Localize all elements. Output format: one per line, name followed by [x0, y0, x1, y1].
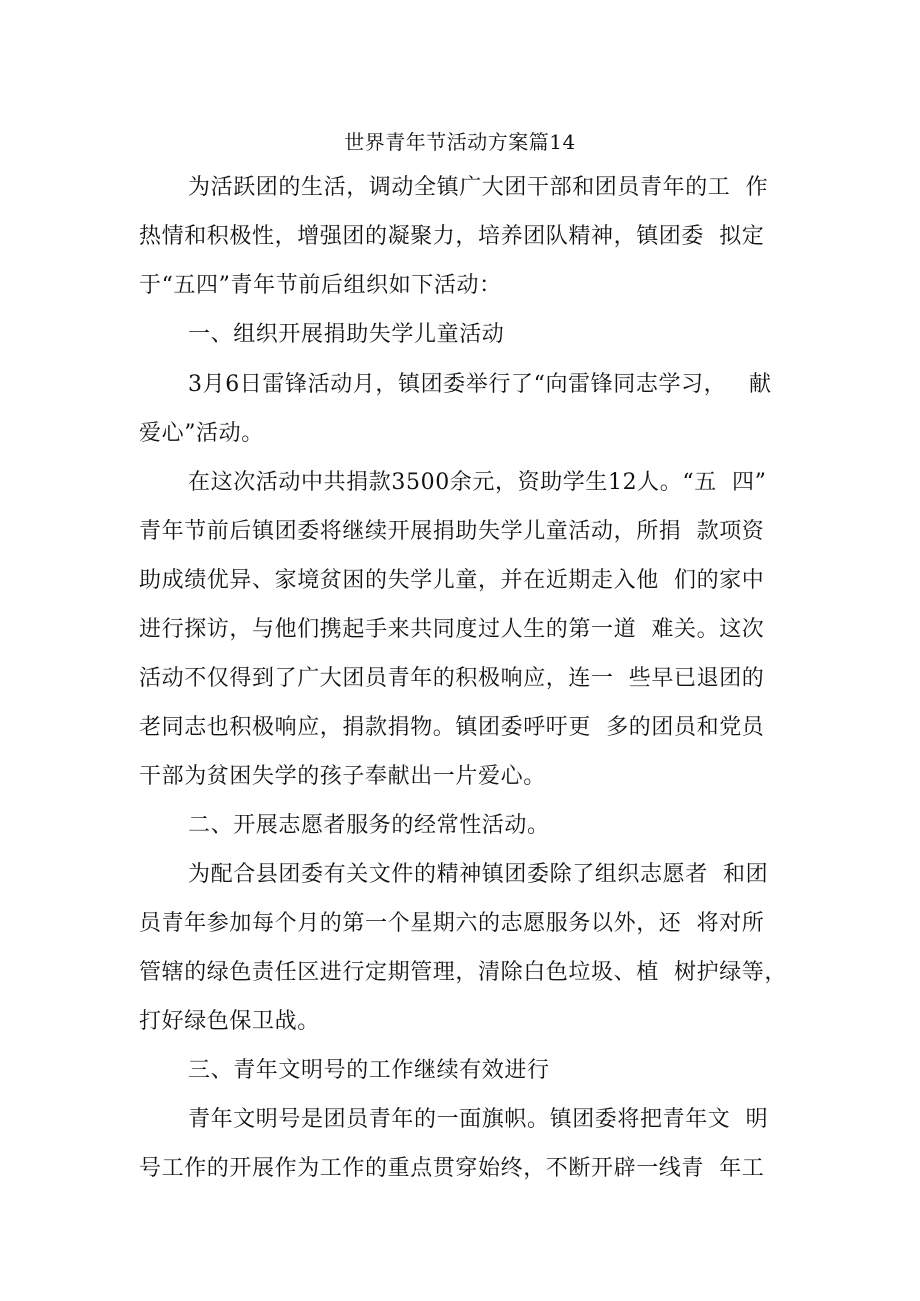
paragraph-line: 为活跃团的生活，调动全镇广大团干部和团员青年的工 作: [188, 175, 769, 200]
paragraph-line: 进行探访，与他们携起手来共同度过人生的第一道 难关。这次: [139, 617, 765, 642]
paragraph-line: 号工作的开展作为工作的重点贯穿始终，不断开辟一线青 年工: [139, 1156, 765, 1181]
section-heading: 二、开展志愿者服务的经常性活动。: [188, 813, 550, 838]
paragraph-line: 助成绩优异、家境贫困的失学儿童，并在近期走入他 们的家中: [139, 568, 765, 593]
paragraph-line: 爱心”活动。: [139, 421, 264, 446]
paragraph-line: 老同志也积极响应，捐款捐物。镇团委呼吁更 多的团员和党员: [139, 715, 765, 740]
paragraph-line: 为配合县团委有关文件的精神镇团委除了组织志愿者 和团: [188, 862, 769, 887]
paragraph-line: 青年节前后镇团委将继续开展捐助失学儿童活动，所捐 款项资: [139, 519, 765, 544]
paragraph-line: 在这次活动中共捐款3500余元，资助学生12人。“五 四”: [188, 470, 767, 495]
paragraph-line: 于“五四”青年节前后组织如下活动：: [139, 273, 502, 298]
paragraph-line: 热情和积极性，增强团的凝聚力，培养团队精神，镇团委 拟定: [139, 224, 765, 249]
paragraph-line: 员青年参加每个月的第一个星期六的志愿服务以外，还 将对所: [139, 911, 765, 936]
paragraph-line: 打好绿色保卫战。: [139, 1009, 320, 1034]
paragraph-line: 干部为贫困失学的孩子奉献出一片爱心。: [139, 764, 546, 789]
paragraph-line: 管辖的绿色责任区进行定期管理，清除白色垃圾、植 树护绿等，: [139, 960, 787, 985]
paragraph-line: 3月6日雷锋活动月，镇团委举行了“向雷锋同志学习， 献: [188, 372, 772, 397]
document-title: 世界青年节活动方案篇14: [344, 130, 576, 154]
section-heading: 一、组织开展捐助失学儿童活动: [188, 322, 505, 347]
paragraph-line: 活动不仅得到了广大团员青年的积极响应，连一 些早已退团的: [139, 666, 765, 691]
section-heading: 三、青年文明号的工作继续有效进行: [188, 1058, 550, 1083]
paragraph-line: 青年文明号是团员青年的一面旗帜。镇团委将把青年文 明: [188, 1107, 769, 1132]
